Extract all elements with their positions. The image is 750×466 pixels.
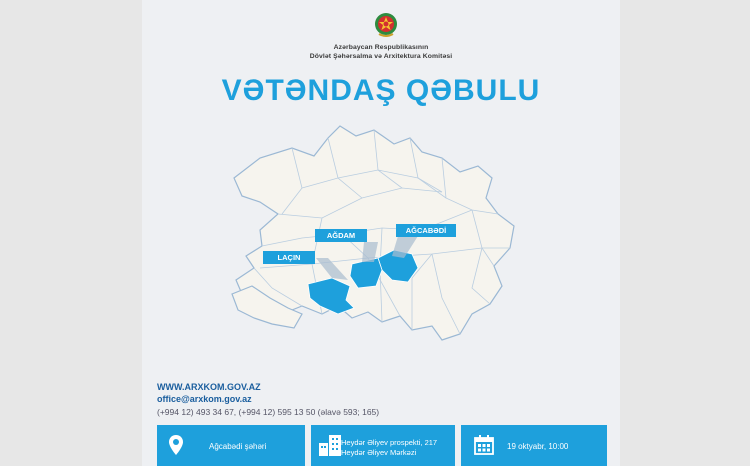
info-bar <box>157 425 607 466</box>
info-address <box>311 425 455 466</box>
phone-numbers: (+994 12) 493 34 67, (+994 12) 595 13 50 (əlavə 593; 165) <box>157 407 380 417</box>
org-name-line1: Azərbaycan Respublikasının <box>333 44 429 51</box>
page-title: VƏTƏNDAŞ QƏBULU <box>221 74 541 107</box>
email-link[interactable]: office@arxkom.gov.az <box>157 394 252 404</box>
location-text: Ağcabədi şəhəri <box>209 442 267 451</box>
address-line1: Heydər Əliyev prospekti, 217 <box>341 438 438 447</box>
website-link[interactable]: WWW.ARXKOM.GOV.AZ <box>157 382 261 392</box>
poster <box>142 0 620 466</box>
right-background <box>620 0 750 466</box>
building-icon <box>318 433 342 457</box>
datetime-text: 19 oktyabr, 10:00 <box>507 442 569 451</box>
map-label-agdam: AĞDAM <box>315 229 367 242</box>
map-label-lacin: LAÇIN <box>263 251 315 264</box>
contacts-block <box>157 382 379 417</box>
info-datetime <box>461 425 607 466</box>
map-pin-icon <box>169 435 183 455</box>
info-location <box>157 425 305 466</box>
address-line2: Heydər Əliyev Mərkəzi <box>341 448 417 457</box>
coat-of-arms-icon <box>373 11 399 39</box>
calendar-icon <box>474 435 494 455</box>
map-label-agcabadi: AĞCABƏDİ <box>396 224 456 237</box>
azerbaijan-map <box>142 118 620 348</box>
org-name-line2: Dövlət Şəhərsalma və Arxitektura Komitəsi <box>309 53 453 60</box>
left-background <box>0 0 142 466</box>
